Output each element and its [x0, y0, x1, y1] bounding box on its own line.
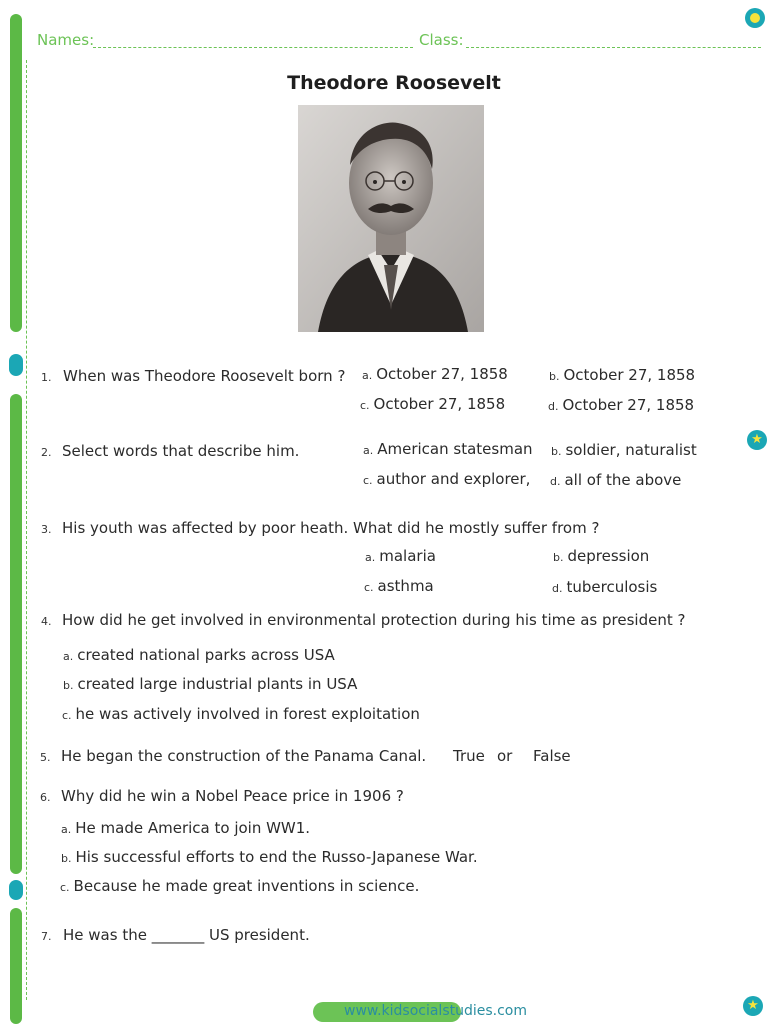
left-green-bar — [10, 394, 22, 874]
option-d[interactable]: d. all of the above — [550, 471, 682, 489]
class-field[interactable] — [466, 47, 761, 48]
option-b[interactable]: b. depression — [553, 547, 650, 565]
option-d[interactable]: d. October 27, 1858 — [548, 396, 695, 414]
option-a[interactable]: a. He made America to join WW1. — [61, 819, 311, 837]
option-c[interactable]: c. he was actively involved in forest exploitation — [62, 705, 420, 723]
portrait-photo — [298, 105, 484, 332]
page-title: Theodore Roosevelt — [287, 72, 501, 94]
option-d[interactable]: d. tuberculosis — [552, 578, 658, 596]
question-text: When was Theodore Roosevelt born ? — [63, 367, 346, 385]
question-text: Why did he win a Nobel Peace price in 1906 ? — [61, 787, 404, 805]
question-number: 5. — [40, 751, 51, 764]
class-label: Class: — [419, 31, 464, 49]
names-label: Names: — [37, 31, 95, 49]
question-number: 4. — [41, 615, 52, 628]
question-text: His youth was affected by poor heath. What did he mostly suffer from ? — [62, 519, 600, 537]
or-label: or — [497, 747, 513, 765]
question-number: 2. — [41, 446, 52, 459]
star-icon: ★ — [743, 996, 763, 1016]
option-a[interactable]: a. malaria — [365, 547, 436, 565]
question-number: 6. — [40, 791, 51, 804]
option-c[interactable]: c. author and explorer, — [363, 470, 531, 488]
question-number: 3. — [41, 523, 52, 536]
question-number: 1. — [41, 371, 52, 384]
option-a[interactable]: a. American statesman — [363, 440, 533, 458]
dot-icon — [745, 8, 765, 28]
names-field[interactable] — [93, 47, 413, 48]
star-icon: ★ — [747, 430, 767, 450]
option-b[interactable]: b. soldier, naturalist — [551, 441, 697, 459]
question-text: Select words that describe him. — [62, 442, 300, 460]
option-b[interactable]: b. His successful efforts to end the Russo-Japanese War. — [61, 848, 478, 866]
footer-url[interactable]: www.kidsocialstudies.com — [344, 1003, 528, 1019]
true-option[interactable]: True — [453, 747, 485, 765]
question-text: How did he get involved in environmental protection during his time as president ? — [62, 611, 686, 629]
option-c[interactable]: c. October 27, 1858 — [360, 395, 506, 413]
left-green-bar — [10, 908, 22, 1024]
option-c[interactable]: c. asthma — [364, 577, 434, 595]
option-b[interactable]: b. October 27, 1858 — [549, 366, 696, 384]
false-option[interactable]: False — [533, 747, 571, 765]
left-dashed-margin — [26, 60, 27, 1000]
left-teal-pill — [9, 880, 23, 900]
option-a[interactable]: a. October 27, 1858 — [362, 365, 508, 383]
option-c[interactable]: c. Because he made great inventions in science. — [60, 877, 420, 895]
option-a[interactable]: a. created national parks across USA — [63, 646, 335, 664]
left-green-bar — [10, 14, 22, 332]
left-teal-pill — [9, 354, 23, 376]
question-text: He began the construction of the Panama Canal. — [61, 747, 427, 765]
question-number: 7. — [41, 930, 52, 943]
option-b[interactable]: b. created large industrial plants in USA — [63, 675, 358, 693]
question-text: He was the _______ US president. — [63, 926, 310, 944]
